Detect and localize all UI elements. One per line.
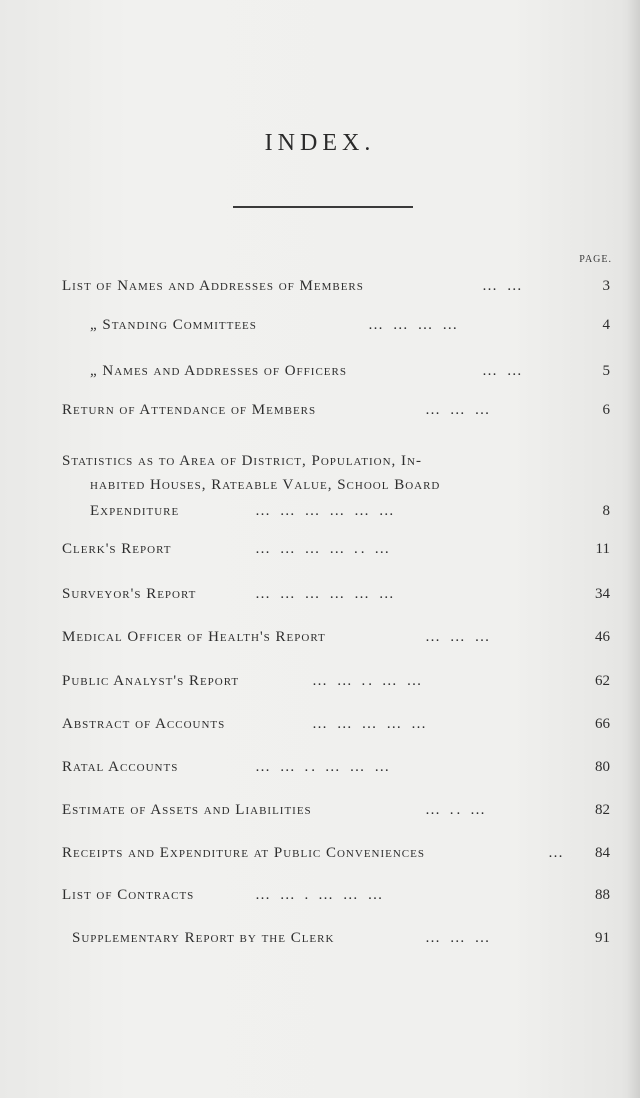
entry-leader: … … … … … … <box>255 503 397 519</box>
entry-leader: … … … … … … <box>255 586 397 602</box>
entry-label: „ Standing Committees <box>90 317 257 333</box>
entry-page-number: 5 <box>602 363 610 379</box>
entry-label-continued: habited Houses, Rateable Value, School Board <box>90 477 441 493</box>
entry-label: Statistics as to Area of District, Population, In- <box>62 453 422 469</box>
entry-page-number: 91 <box>595 930 610 946</box>
entry-label: Receipts and Expenditure at Public Conveniences <box>62 845 425 861</box>
entry-label: Ratal Accounts <box>62 759 179 775</box>
entry-leader: … … … … .. … <box>255 541 393 557</box>
entry-page-number: 82 <box>595 802 610 818</box>
entry-leader: … … … <box>425 930 493 946</box>
entry-label-continued: Expenditure <box>90 503 180 519</box>
entry-leader: … … … <box>425 402 493 418</box>
entry-label: Abstract of Accounts <box>62 716 226 732</box>
page-title: INDEX. <box>264 130 376 156</box>
entry-label: Estimate of Assets and Liabilities <box>62 802 312 818</box>
entry-page-number: 66 <box>595 716 610 732</box>
entry-label: Supplementary Report by the Clerk <box>72 930 335 946</box>
entry-label: Medical Officer of Health's Report <box>62 629 326 645</box>
entry-leader: … … … … … <box>312 716 429 732</box>
entry-leader: … … .. … … … <box>255 759 393 775</box>
entry-page-number: 34 <box>595 586 610 602</box>
entry-label: List of Contracts <box>62 887 195 903</box>
entry-page-number: 11 <box>595 541 610 557</box>
entry-leader: … … <box>482 363 525 379</box>
entry-leader: … … … <box>425 629 493 645</box>
entry-page-number: 6 <box>602 402 610 418</box>
entry-label: List of Names and Addresses of Members <box>62 278 364 294</box>
entry-label: Surveyor's Report <box>62 586 197 602</box>
entry-leader: … … <box>482 278 525 294</box>
entry-leader: … … .. … … <box>312 673 425 689</box>
entry-page-number: 46 <box>595 629 610 645</box>
entry-page-number: 4 <box>602 317 610 333</box>
entry-page-number: 84 <box>595 845 610 861</box>
page-edge <box>626 0 640 1098</box>
entry-page-number: 3 <box>602 278 610 294</box>
entry-label: „ Names and Addresses of Officers <box>90 363 347 379</box>
entry-page-number: 80 <box>595 759 610 775</box>
title-rule <box>233 206 413 208</box>
entry-leader: … .. … <box>425 802 488 818</box>
entry-label: Public Analyst's Report <box>62 673 240 689</box>
entry-label: Clerk's Report <box>62 541 172 557</box>
entry-leader: … … … … <box>368 317 461 333</box>
entry-label: Return of Attendance of Members <box>62 402 317 418</box>
entry-leader: … <box>548 845 566 861</box>
page-column-heading: PAGE. <box>579 254 612 265</box>
entry-page-number: 88 <box>595 887 610 903</box>
entry-page-number: 8 <box>602 503 610 519</box>
entry-page-number: 62 <box>595 673 610 689</box>
entry-leader: … … . … … … <box>255 887 386 903</box>
